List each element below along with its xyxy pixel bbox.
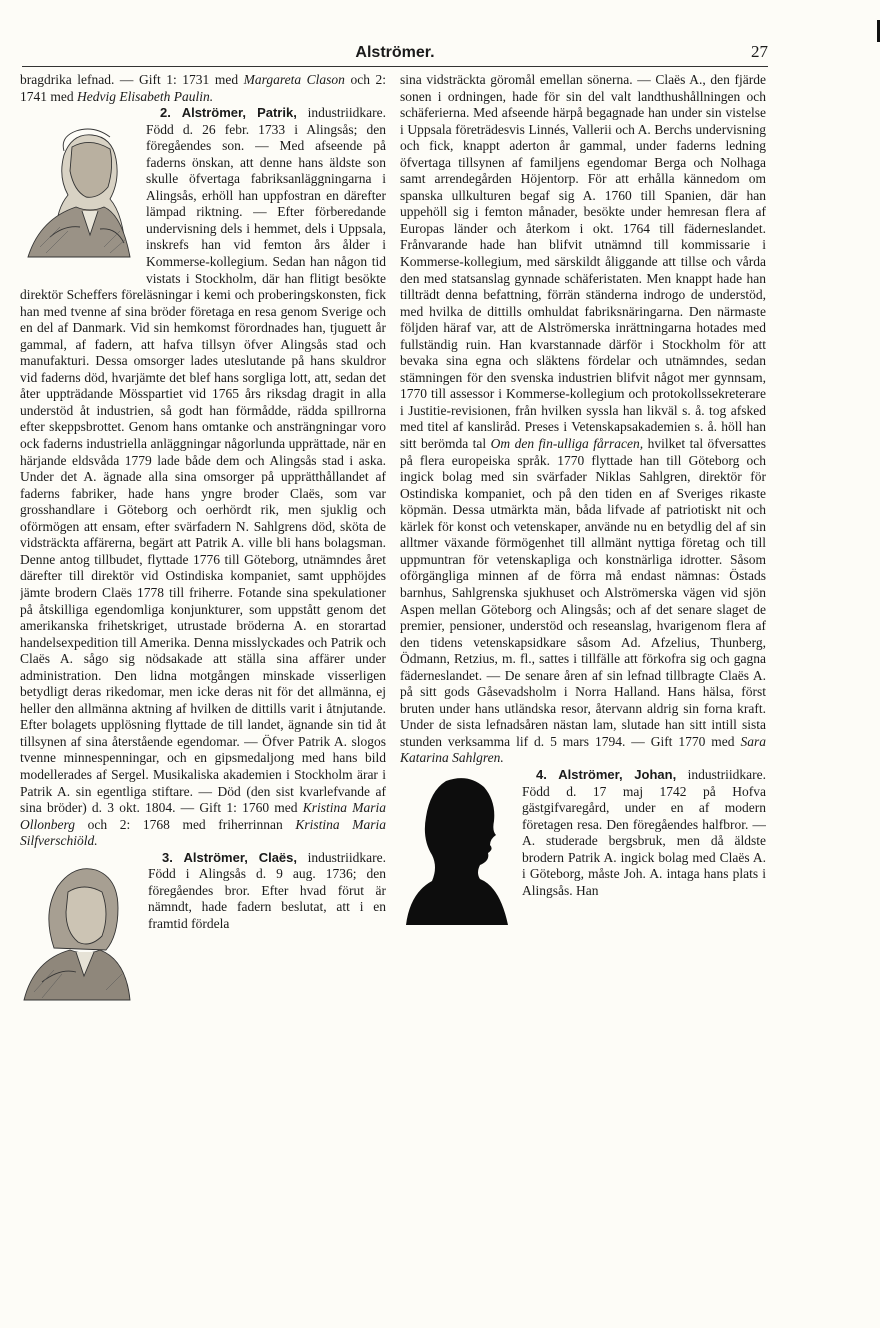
entry-johan: 4. Alströmer, Johan, industriidkare. Född d. 17 maj 1742 på Hofva gästgifvaregård, under en af modern företagen resa. Den föregåendes halfbror. — A. studerade bergsbruk, men då äldste brodern Patrik A. ingick bolag med Claës A. i Göteborg, måste Joh. A. intaga hans plats i Alingsås. Han [400, 767, 766, 899]
right-column [400, 72, 766, 1322]
page-number: 27 [751, 42, 768, 61]
portrait-patrik [20, 107, 138, 273]
entry-number-3: 3. [162, 849, 173, 865]
entry-number-4: 4. [536, 766, 547, 782]
entry-name-patrik: Alströmer, Patrik, [181, 105, 297, 121]
portrait-claes [20, 852, 140, 1008]
portrait-johan-silhouette [400, 769, 516, 929]
paragraph-intro: bragdrika lefnad. — Gift 1: 1731 med Margareta Clason och 2: 1741 med Hedvig Elisabeth Paulin. [20, 72, 386, 104]
entry-name-johan: Alströmer, Johan, [558, 766, 677, 782]
entry-patrik: 2. Alströmer, Patrik, industriidkare. Född d. 26 febr. 1733 i Alingsås; den föregåendes son. — Med afseende på faderns önskan, att denne hans äldste son skulle öfvertaga fabriksanläggningarna i Alingsås, erhöll han uppfostran en därefter lämpad riktning. — Efter förberedande undervisning dels i hemmet, dels i Uppsala, inskrefs han vid femton års ålder i Kommerse-kollegium. Sedan han någon tid vistats i Stockholm, där han flitigt besökte direktör Scheffers föreläsningar i kemi och proberingskonsten, fick han med tvenne af sina bröder företaga en resa genom Sverige och en del af Danmark. Vid sin hemkomst förordnades han, tjuguett år gammal, af fadern, att hafva tillsyn öfver Alingsås stad och manufakturi. Dessa omsorger lades uteslutande på hans skuldror vid faderns död, hvarjämte det blef hans sorgliga lott, att, sedan det åter uppträdande Mösspartiet vid 1765 års riksdag dragit in alla understöd åt industrien, så godt han förmådde, rädda spillrorna efter skeppsbrottet. Genom hans omtanke och ansträngningar voro ock faderns industriella anläggningar någorlunda upprättade, när en härjande eldsvåda 1779 lade både dem och Alingsås stad i aska. Under det A. ägnade alla sina omsorger på upprätthållandet af faderns fabriker, hade hans yngre broder Claës, som var grosshandlare i Göteborg och oerhördt rik, men sjuklig och oförmögen att ensam, efter svärfadern N. Sahlgrens död, sköta de vidsträckta affärerna, begärt att Patrik A. ville bli hans bolagsman. Denne antog tillbudet, flyttade 1776 till Göteborg, utnämndes året därefter till direktör vid Ostindiska kompaniet, samt upphöjdes jämte brodern Claës 1778 till friherre. Fotande sina spekulationer på åtskilliga egendomliga konjunkturer, som uppstått genom det amerikanska frihetskriget, utrustade bröderna A. en storartad handelsexpedition till Amerika. Denna misslyckades och Patrik och Claës A. sågo sig nödsakade att ställa sina affärer under administration. Den lidna motgången minskade visserligen betydligt deras rikedomar, men icke deras nit för det allmänna, ej heller den allmänna aktning af hvilken de dittills varit i åtnjutande. Efter bolagets upplösning flyttade de till landet, ägnande sin tid åt tillsynen af sina återstående egendomar. — Öfver Patrik A. slogos tvenne minnespenningar, och en gipsmedaljong med hans bild modellerades af Sergel. Musikaliska akademien i Stockholm ärar i Patrik A. sin egentliga stiftare. — Död (den sist kvarlefvande af sina bröder) d. 3 okt. 1804. — Gift 1: 1760 med Kristina Maria Ollonberg och 2: 1768 med friherrinnan Kristina Maria Silfverschiöld. [20, 105, 386, 849]
left-column [20, 72, 386, 1322]
running-title: Alströmer. [355, 44, 435, 61]
entry-claes: 3. Alströmer, Claës, industriidkare. Född i Alingsås d. 9 aug. 1736; den föregåendes bror. Efter hvad förut är nämndt, hade fadern beslutat, att i en framtid fördela [20, 850, 386, 933]
entry-number-2: 2. [160, 105, 171, 121]
entry-name-claes: Alströmer, Claës, [183, 849, 297, 865]
page-header [22, 40, 768, 67]
paragraph-claes-continued: sina vidsträckta göromål emellan sönerna. — Claës A., den fjärde sonen i ordningen, hade för sin del valt landthushållningen och schäferierna. Med afseende härpå begagnade han under sin vistelse i Uppsala företrädesvis Linnés, Vallerii och A. Berchs undervisning och fick, knappt aderton år gammal, under faderns ledning öfvertaga tillsynen af familjens egendomar Berga och Nolhaga samt arrendegården Höjentorp. För att erhålla kännedom om spanska ullkulturen begaf sig A. 1760 till Spanien, där han uppehöll sig i femton månader, besökte under hemresan flera af Europas länder och återkom i okt. 1764 till fäderneslandet. Frånvarande hade han blifvit utnämnd till kommissarie i Kommerse-kollegium, med särskildt åliggande att tillse och vårda den med statsanslag gynnade schäferistaten. Men knappt hade han tillträdt denna befattning, förrän ständerna indrogo de understöd, med hvilka de dittills omhuldat fabriksnäringarna. Den närmaste följden häraf var, att de Alströmerska inrättningarna hotades med fullständig ruin. Han kvarstannade därför i Stockholm för att bevaka sina egna och släktens fördelar och utnämndes, sedan stämningen för den svenska industrien blifvit något mer gynnsam, 1770 till assessor i Kommerse-kollegium och protokollssekreterare i Justitie-revisionen, från hvilken syssla han likväl s. å. tog afsked med titel af kansliråd. Preses i Vetenskapsakademien s. å. höll han sitt berömda tal Om den fin-ulliga fårracen, hvilket tal öfversattes på flera europeiska språk. 1770 flyttade han till Göteborg och ingick bolag med sin svärfader Niklas Sahlgren, direktör för Ostindiska kompaniet, och på den tiden en af Sveriges rikaste köpmän. Dessa utmärkta män, båda lifvade af patriotiskt nit och kärlek för konst och vetenskaper, använde nu en betydlig del af sin alltmer växande förmögenhet till allmänt nyttiga företag och till uppmuntran för vetenskapliga och konstnärliga idrotter. Såsom oförgängliga minnen af de förra må endast nämnas: Östads barnhus, Sahlgrenska sjukhuset och Alströmerska vägen vid sjön Aspen mellan Göteborg och Alingsås; och af det senare slaget de premier, pensioner, understöd och reseanslag, hvarigenom flera af den tidens vetenskapsidkare såsom Ad. Afzelius, Thunberg, Ödmann, Retzius, m. fl., sattes i tillfälle att förkofra sig och gagna fäderneslandet. — De senare åren af sin lefnad tillbragte Claës A. på sitt gods Gåsevadsholm i Norra Halland. Hans hälsa, först bruten under hans utländska resor, återvann aldrig sin forna kraft. Under de sista lefnadsåren nästan lam, slutade han sitt intill sista stunden verksamma lif d. 5 mars 1794. — Gift 1770 med Sara Katarina Sahlgren. [400, 72, 766, 766]
